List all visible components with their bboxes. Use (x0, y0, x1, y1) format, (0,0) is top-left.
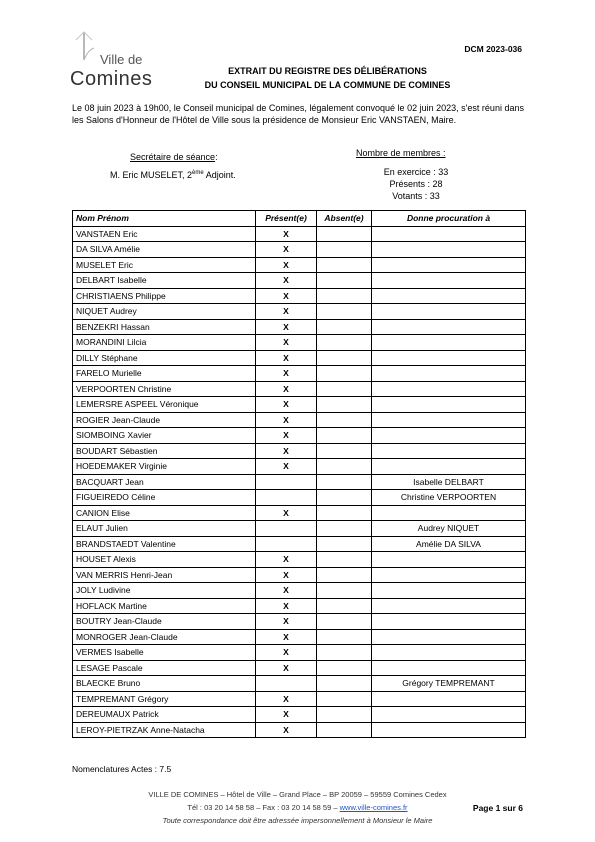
cell-present: X (256, 242, 317, 258)
cell-present (256, 521, 317, 537)
cell-name: BOUDART Sébastien (73, 443, 256, 459)
cell-absent (317, 273, 372, 289)
cell-present: X (256, 350, 317, 366)
cell-name: FARELO Murielle (73, 366, 256, 382)
cell-proxy (372, 273, 526, 289)
cell-present: X (256, 707, 317, 723)
cell-absent (317, 629, 372, 645)
cell-absent (317, 552, 372, 568)
cell-proxy: Audrey NIQUET (372, 521, 526, 537)
cell-name: BACQUART Jean (73, 474, 256, 490)
table-row (73, 257, 526, 273)
table-row (73, 226, 526, 242)
cell-absent (317, 350, 372, 366)
cell-absent (317, 474, 372, 490)
cell-present: X (256, 366, 317, 382)
cell-present: X (256, 257, 317, 273)
members-counts (356, 166, 476, 202)
cell-proxy (372, 614, 526, 630)
table-row (73, 474, 526, 490)
cell-absent (317, 598, 372, 614)
cell-proxy (372, 366, 526, 382)
table-row (73, 412, 526, 428)
cell-present: X (256, 629, 317, 645)
cell-proxy (372, 459, 526, 475)
cell-absent (317, 459, 372, 475)
cell-present: X (256, 459, 317, 475)
table-row (73, 242, 526, 258)
intro-paragraph: Le 08 juin 2023 à 19h00, le Conseil municipal de Comines, légalement convoqué le 02 juin 2023, s'est réuni dans les Salons d'Honneur de l'Hôtel de Ville sous la présidence de Monsieur Eric VANSTAEN, Maire. (72, 103, 524, 125)
footer-address: VILLE DE COMINES – Hôtel de Ville – Grand Place – BP 20059 – 59559 Comines Cedex (148, 790, 447, 799)
cell-absent (317, 505, 372, 521)
cell-proxy: Christine VERPOORTEN (372, 490, 526, 506)
footer-contact: Tél : 03 20 14 58 58 – Fax : 03 20 14 58 59 – www.ville-comines.fr (187, 803, 408, 812)
table-row (73, 691, 526, 707)
table-row (73, 490, 526, 506)
cell-present (256, 474, 317, 490)
table-row (73, 366, 526, 382)
logo-emblem-icon (64, 30, 104, 70)
cell-name: VANSTAEN Eric (73, 226, 256, 242)
cell-name: TEMPREMANT Grégory (73, 691, 256, 707)
cell-proxy (372, 319, 526, 335)
cell-present: X (256, 552, 317, 568)
cell-absent (317, 288, 372, 304)
cell-present: X (256, 288, 317, 304)
cell-proxy (372, 443, 526, 459)
cell-absent (317, 567, 372, 583)
cell-absent (317, 722, 372, 738)
cell-absent (317, 226, 372, 242)
cell-name: CANION Elise (73, 505, 256, 521)
members-en-exercice: En exercice : 33 (383, 167, 449, 177)
cell-name: ROGIER Jean-Claude (73, 412, 256, 428)
cell-present: X (256, 381, 317, 397)
cell-proxy (372, 583, 526, 599)
table-row (73, 381, 526, 397)
cell-proxy (372, 645, 526, 661)
cell-name: FIGUEIREDO Céline (73, 490, 256, 506)
cell-present: X (256, 567, 317, 583)
cell-present: X (256, 428, 317, 444)
document-title-line1: EXTRAIT DU REGISTRE DES DÉLIBÉRATIONS (228, 66, 427, 76)
table-row (73, 676, 526, 692)
cell-proxy: Amélie DA SILVA (372, 536, 526, 552)
cell-present: X (256, 583, 317, 599)
cell-present: X (256, 660, 317, 676)
cell-proxy (372, 381, 526, 397)
secretary-label: Secrétaire de séance: (130, 152, 218, 162)
cell-absent (317, 428, 372, 444)
table-row (73, 536, 526, 552)
cell-proxy (372, 304, 526, 320)
cell-proxy: Isabelle DELBART (372, 474, 526, 490)
table-row (73, 319, 526, 335)
table-row (73, 629, 526, 645)
cell-name: MUSELET Eric (73, 257, 256, 273)
cell-name: DELBART Isabelle (73, 273, 256, 289)
cell-absent (317, 397, 372, 413)
cell-absent (317, 242, 372, 258)
cell-proxy (372, 226, 526, 242)
column-header-absent: Absent(e) (317, 211, 372, 227)
cell-present: X (256, 722, 317, 738)
cell-name: BOUTRY Jean-Claude (73, 614, 256, 630)
cell-name: HOFLACK Martine (73, 598, 256, 614)
logo-comines-text: Comines (70, 68, 153, 90)
cell-present: X (256, 397, 317, 413)
logo-ville-text: Ville de (100, 52, 143, 67)
cell-absent (317, 257, 372, 273)
cell-absent (317, 366, 372, 382)
table-row (73, 443, 526, 459)
cell-name: LEMERSRE ASPEEL Véronique (73, 397, 256, 413)
cell-absent (317, 335, 372, 351)
table-row (73, 273, 526, 289)
cell-present: X (256, 226, 317, 242)
table-row (73, 428, 526, 444)
cell-present: X (256, 614, 317, 630)
cell-name: MONROGER Jean-Claude (73, 629, 256, 645)
cell-name: DA SILVA Amélie (73, 242, 256, 258)
cell-name: BENZEKRI Hassan (73, 319, 256, 335)
cell-proxy (372, 567, 526, 583)
cell-absent (317, 676, 372, 692)
cell-present: X (256, 505, 317, 521)
cell-name: DEREUMAUX Patrick (73, 707, 256, 723)
cell-absent (317, 319, 372, 335)
table-row (73, 521, 526, 537)
cell-name: HOUSET Alexis (73, 552, 256, 568)
cell-proxy: Grégory TEMPREMANT (372, 676, 526, 692)
cell-name: ELAUT Julien (73, 521, 256, 537)
table-row (73, 552, 526, 568)
cell-name: JOLY Ludivine (73, 583, 256, 599)
cell-proxy (372, 691, 526, 707)
cell-present: X (256, 319, 317, 335)
cell-absent (317, 443, 372, 459)
table-row (73, 722, 526, 738)
cell-absent (317, 691, 372, 707)
cell-proxy (372, 288, 526, 304)
cell-present (256, 536, 317, 552)
cell-proxy (372, 428, 526, 444)
deliberation-reference: DCM 2023-036 (464, 44, 522, 54)
table-row (73, 335, 526, 351)
cell-absent (317, 660, 372, 676)
table-row (73, 304, 526, 320)
cell-name: NIQUET Audrey (73, 304, 256, 320)
cell-absent (317, 521, 372, 537)
cell-proxy (372, 397, 526, 413)
cell-present: X (256, 691, 317, 707)
table-row (73, 459, 526, 475)
cell-proxy (372, 505, 526, 521)
table-header-row (73, 211, 526, 227)
table-row (73, 567, 526, 583)
table-row (73, 505, 526, 521)
table-row (73, 707, 526, 723)
secretary-name: M. Eric MUSELET, 2ème Adjoint. (110, 170, 236, 180)
members-presents: Présents : 28 (389, 179, 443, 189)
cell-name: MORANDINI Lilcia (73, 335, 256, 351)
secretary-label-suffix: : (215, 152, 218, 162)
cell-name: CHRISTIAENS Philippe (73, 288, 256, 304)
page-number: Page 1 sur 6 (472, 803, 523, 813)
cell-absent (317, 381, 372, 397)
attendance-table (72, 210, 526, 738)
cell-present: X (256, 273, 317, 289)
table-row (73, 645, 526, 661)
cell-absent (317, 412, 372, 428)
cell-proxy (372, 707, 526, 723)
cell-absent (317, 614, 372, 630)
cell-name: LESAGE Pascale (73, 660, 256, 676)
cell-absent (317, 304, 372, 320)
cell-name: SIOMBOING Xavier (73, 428, 256, 444)
cell-name: DILLY Stéphane (73, 350, 256, 366)
cell-proxy (372, 257, 526, 273)
members-label: Nombre de membres : (356, 148, 446, 158)
table-row (73, 288, 526, 304)
document-title-line2: DU CONSEIL MUNICIPAL DE LA COMMUNE DE COMINES (204, 80, 451, 90)
cell-name: BRANDSTAEDT Valentine (73, 536, 256, 552)
cell-name: LEROY-PIETRZAK Anne-Natacha (73, 722, 256, 738)
table-row (73, 583, 526, 599)
cell-name: VERPOORTEN Christine (73, 381, 256, 397)
cell-present (256, 676, 317, 692)
nomenclature-note: Nomenclatures Actes : 7.5 (72, 764, 172, 774)
cell-proxy (372, 660, 526, 676)
cell-proxy (372, 335, 526, 351)
cell-present: X (256, 304, 317, 320)
cell-name: VERMES Isabelle (73, 645, 256, 661)
cell-proxy (372, 598, 526, 614)
cell-proxy (372, 412, 526, 428)
cell-proxy (372, 350, 526, 366)
cell-proxy (372, 242, 526, 258)
table-row (73, 614, 526, 630)
table-row (73, 660, 526, 676)
table-row (73, 397, 526, 413)
cell-name: BLAECKE Bruno (73, 676, 256, 692)
cell-present: X (256, 645, 317, 661)
cell-present (256, 490, 317, 506)
cell-present: X (256, 443, 317, 459)
footer-correspondence-note: Toute correspondance doit être adressée impersonnellement à Monsieur le Maire (162, 816, 433, 825)
table-row (73, 350, 526, 366)
cell-present: X (256, 598, 317, 614)
cell-name: HOEDEMAKER Virginie (73, 459, 256, 475)
cell-absent (317, 536, 372, 552)
column-header-name: Nom Prénom (73, 211, 256, 227)
column-header-proxy: Donne procuration à (372, 211, 526, 227)
cell-proxy (372, 552, 526, 568)
cell-name: VAN MERRIS Henri-Jean (73, 567, 256, 583)
cell-absent (317, 490, 372, 506)
cell-absent (317, 583, 372, 599)
cell-absent (317, 707, 372, 723)
cell-absent (317, 645, 372, 661)
cell-present: X (256, 335, 317, 351)
website-link[interactable]: www.ville-comines.fr (339, 803, 408, 812)
cell-proxy (372, 629, 526, 645)
table-row (73, 598, 526, 614)
members-votants: Votants : 33 (392, 191, 440, 201)
cell-present: X (256, 412, 317, 428)
cell-proxy (372, 722, 526, 738)
column-header-present: Présent(e) (256, 211, 317, 227)
